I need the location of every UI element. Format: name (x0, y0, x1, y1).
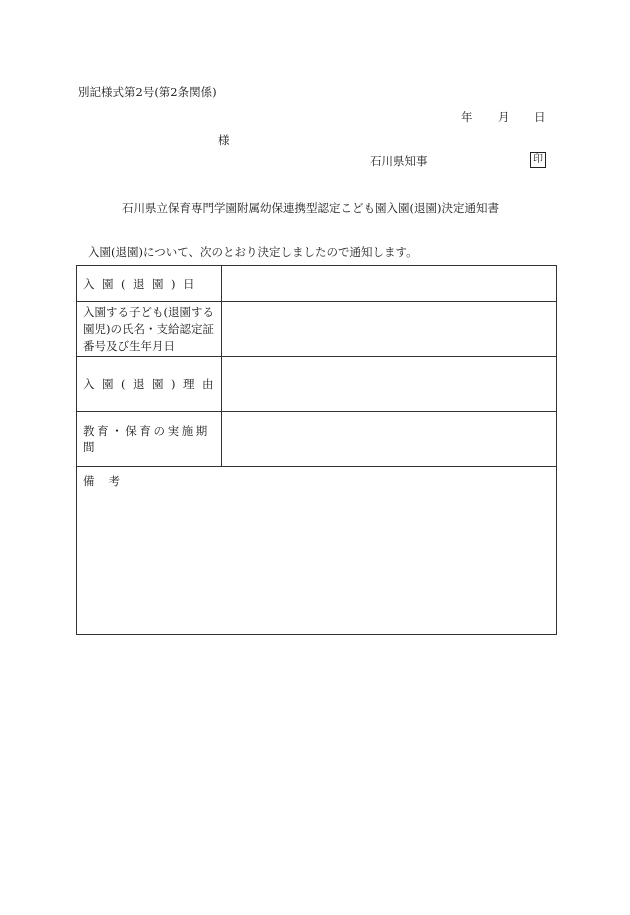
document-title: 石川県立保育専門学園附属幼保連携型認定こども園入園(退園)決定通知書 (122, 201, 499, 215)
notice-table (76, 265, 557, 635)
row-value-child-info[interactable] (222, 302, 556, 356)
row-label-reason (77, 357, 222, 411)
row-value-reason[interactable] (222, 357, 556, 411)
row-label-text: 入園(退園)理由 (83, 377, 221, 391)
row-label-admission-date (77, 266, 222, 301)
date-day-label: 日 (534, 110, 546, 124)
form-reference: 別記様式第2号(第2条関係) (78, 85, 217, 99)
seal-mark: 印 (530, 152, 546, 168)
row-value-admission-date[interactable] (222, 266, 556, 301)
table-row (77, 302, 556, 357)
row-label-child-info (77, 302, 222, 356)
date-month-label: 月 (498, 110, 510, 124)
remarks-label: 備考 (83, 474, 134, 488)
row-label-period (77, 412, 222, 466)
row-label-text: 入園する子ども(退園する園児)の氏名・支給認定証番号及び生年月日 (83, 304, 214, 353)
issuer-name: 石川県知事 (370, 154, 428, 168)
table-row (77, 266, 556, 302)
row-label-text: 教育・保育の実施期間 (83, 424, 210, 454)
table-row (77, 357, 556, 412)
table-row (77, 412, 556, 467)
intro-text: 入園(退園)について、次のとおり決定しましたので通知します。 (88, 245, 418, 259)
row-label-text: 入園(退園)日 (83, 276, 202, 291)
date-year-label: 年 (461, 110, 473, 124)
addressee-suffix: 様 (218, 133, 230, 147)
row-value-period[interactable] (222, 412, 556, 466)
